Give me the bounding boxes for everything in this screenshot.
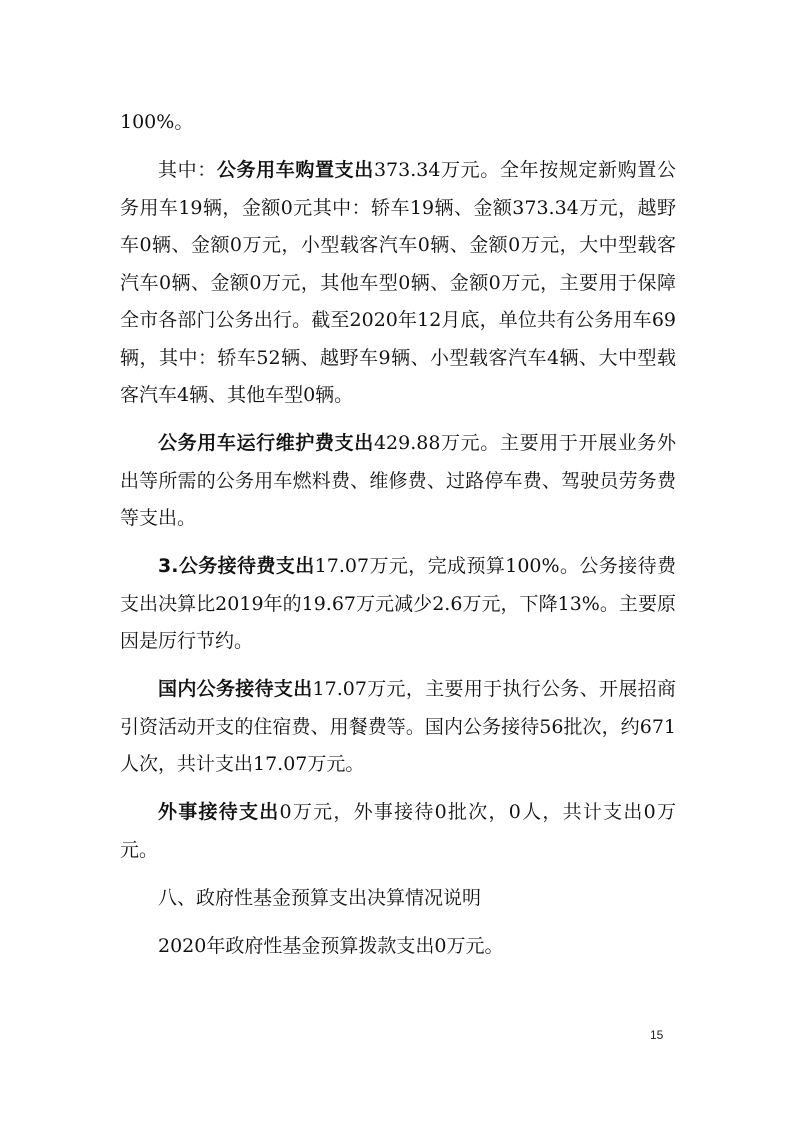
- page-number: 15: [650, 1028, 664, 1042]
- heading-domestic-reception: 国内公务接待支出: [158, 678, 313, 700]
- foreign-reception-text: 0万元，外事接待0批次，0人，共计支出0万元。: [120, 801, 676, 861]
- reception-text: 17.07万元，完成预算100%。公务接待费支出决算比2019年的19.67万元减少2.6万元，下降13%。主要原因是厉行节约。: [120, 555, 676, 652]
- paragraph-fund-budget: [120, 928, 676, 966]
- heading-vehicle-maintenance: 公务用车运行维护费支出: [158, 432, 374, 454]
- paragraph-continuation: [120, 104, 676, 142]
- vehicle-purchase-text: 373.34万元。全年按规定新购置公务用车19辆，金额0元其中：轿车19辆、金额373.34万元，越野车0辆、金额0万元，小型载客汽车0辆、金额0万元，大中型载客汽车0辆、金额0万元，其他车型0辆、金额0万元，主要用于保障全市各部门公务出行。截至2020年12月底，单位共有公务用车69辆，其中：轿车52辆、越野车9辆、小型载客汽车4辆、大中型载客汽车4辆、其他车型0辆。: [120, 159, 676, 406]
- paragraph-vehicle-purchase: [120, 152, 676, 415]
- paragraph-reception: [120, 548, 676, 661]
- heading-reception: 3.公务接待费支出: [158, 555, 315, 577]
- heading-foreign-reception: 外事接待支出: [158, 801, 280, 823]
- paragraph-domestic-reception: [120, 671, 676, 784]
- paragraph-foreign-reception: [120, 794, 676, 869]
- body-text: [120, 104, 676, 976]
- section-heading-text: 八、政府性基金预算支出决算情况说明: [158, 886, 482, 909]
- continuation-text: 100%。: [120, 111, 194, 133]
- vehicle-maintenance-text: 429.88万元。主要用于开展业务外出等所需的公务用车燃料费、维修费、过路停车费、驾驶员劳务费等支出。: [120, 432, 676, 529]
- paragraph-vehicle-maintenance: [120, 425, 676, 538]
- domestic-reception-text: 17.07万元，主要用于执行公务、开展招商引资活动开支的住宿费、用餐费等。国内公务接待56批次，约671人次，共计支出17.07万元。: [120, 678, 676, 775]
- heading-vehicle-purchase: 公务用车购置支出: [216, 159, 374, 181]
- lead-text: 其中：: [158, 159, 217, 181]
- fund-budget-text: 2020年政府性基金预算拨款支出0万元。: [158, 934, 504, 957]
- section-heading: [120, 880, 676, 918]
